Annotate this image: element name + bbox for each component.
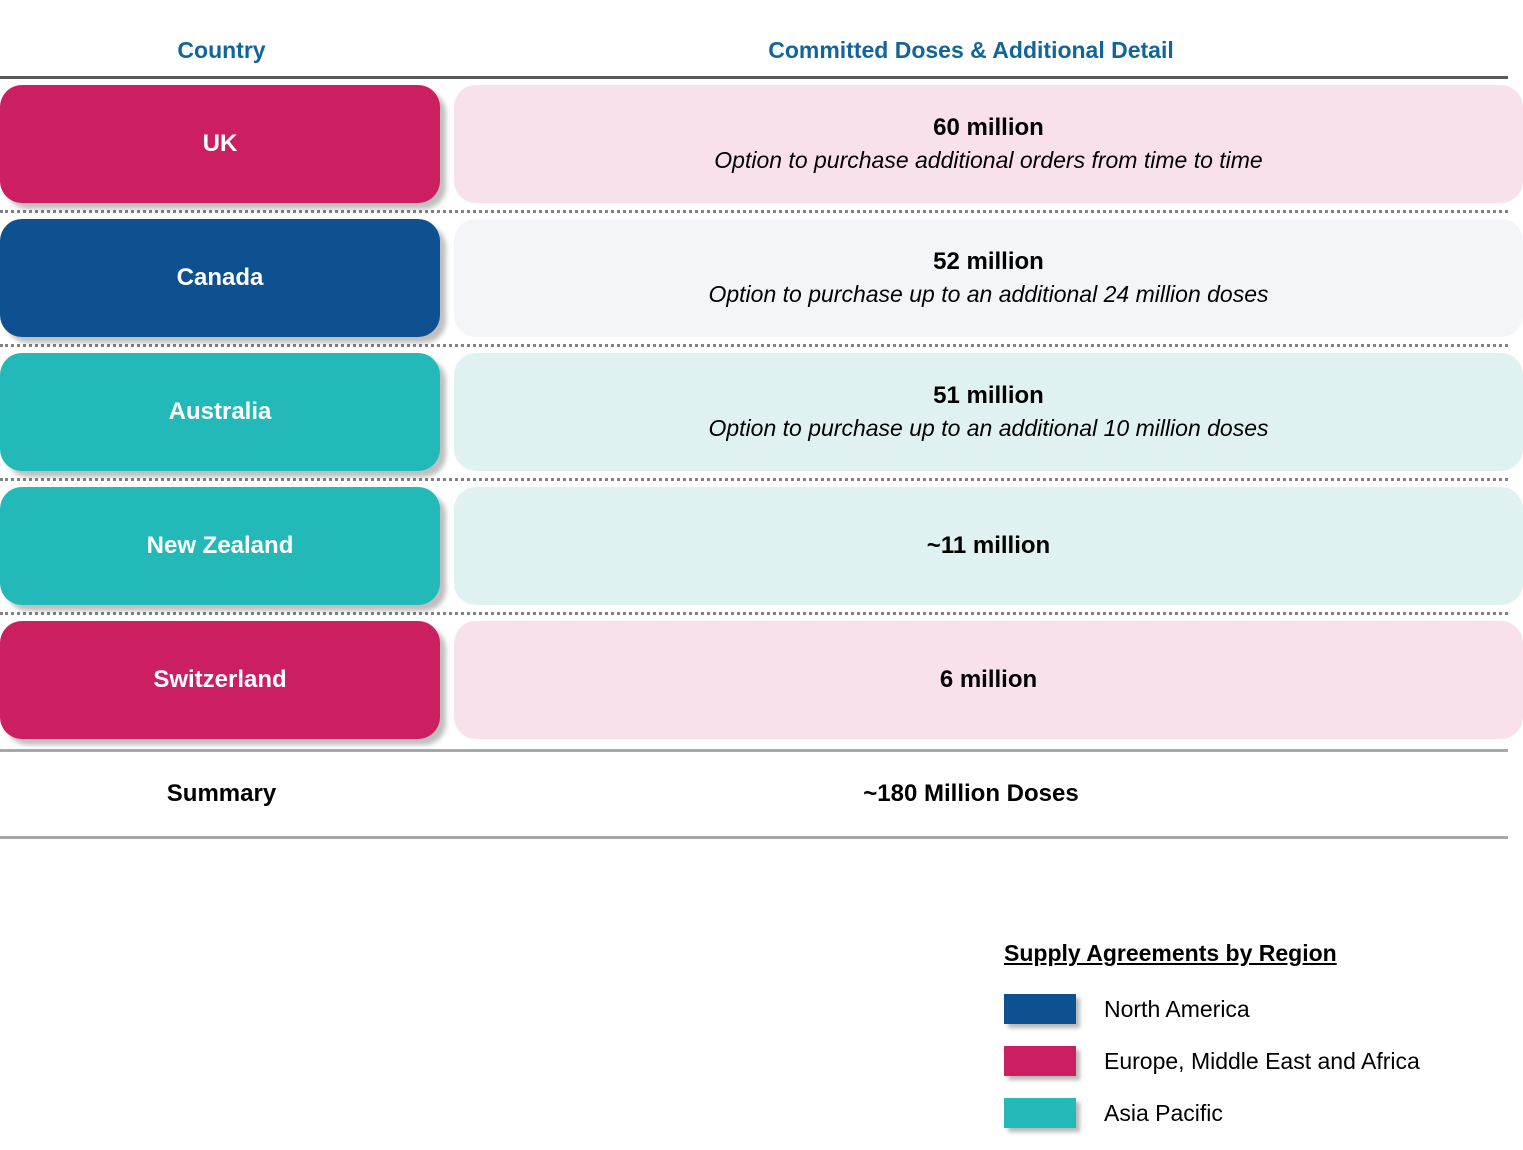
header-committed-doses: Committed Doses & Additional Detail	[768, 37, 1174, 63]
legend-item-asia-pacific	[1004, 1087, 1504, 1139]
detail-cell-canada	[454, 219, 1523, 337]
dose-note: Option to purchase up to an additional 10 million doses	[708, 414, 1269, 441]
row-divider	[0, 210, 1508, 213]
country-pill-australia	[0, 353, 440, 471]
header-country: Country	[177, 37, 266, 63]
legend-label: Europe, Middle East and Africa	[1104, 1047, 1420, 1074]
dose-amount: 60 million	[933, 114, 1044, 142]
legend-swatch-icon	[1004, 1098, 1076, 1128]
detail-cell-new-zealand	[454, 487, 1523, 605]
dose-amount: 51 million	[933, 382, 1044, 410]
country-pill-switzerland	[0, 621, 440, 739]
summary-value: ~180 Million Doses	[863, 780, 1079, 807]
legend-swatch-icon	[1004, 1046, 1076, 1076]
dose-note: Option to purchase additional orders from time to time	[714, 146, 1263, 173]
country-label: Switzerland	[153, 666, 287, 693]
dose-amount: 6 million	[939, 665, 1038, 693]
row-divider	[0, 344, 1508, 347]
legend	[1004, 940, 1504, 1139]
legend-title: Supply Agreements by Region	[1004, 940, 1337, 966]
row-divider	[0, 612, 1508, 615]
summary-label: Summary	[166, 780, 277, 807]
header-divider	[0, 76, 1508, 79]
country-pill-new-zealand	[0, 487, 440, 605]
dose-amount: 52 million	[933, 248, 1044, 276]
table-row	[0, 219, 1523, 337]
detail-cell-uk	[454, 85, 1523, 203]
table-header	[0, 0, 1523, 76]
detail-cell-switzerland	[454, 621, 1523, 739]
dose-note: Option to purchase up to an additional 24 million doses	[708, 280, 1269, 307]
summary-row	[0, 752, 1523, 836]
country-label: UK	[202, 130, 238, 157]
table-row	[0, 353, 1523, 471]
legend-item-north-america	[1004, 983, 1504, 1035]
summary-bottom-divider	[0, 836, 1508, 839]
legend-label: Asia Pacific	[1104, 1099, 1223, 1126]
country-label: Canada	[176, 264, 264, 291]
dose-amount: ~11 million	[926, 531, 1051, 559]
country-label: Australia	[168, 398, 272, 425]
detail-cell-australia	[454, 353, 1523, 471]
row-divider	[0, 478, 1508, 481]
country-label: New Zealand	[146, 532, 294, 559]
country-pill-canada	[0, 219, 440, 337]
table-row	[0, 487, 1523, 605]
country-pill-uk	[0, 85, 440, 203]
table-row	[0, 621, 1523, 739]
legend-label: North America	[1104, 995, 1250, 1022]
legend-swatch-icon	[1004, 994, 1076, 1024]
legend-item-emea	[1004, 1035, 1504, 1087]
table-row	[0, 85, 1523, 203]
